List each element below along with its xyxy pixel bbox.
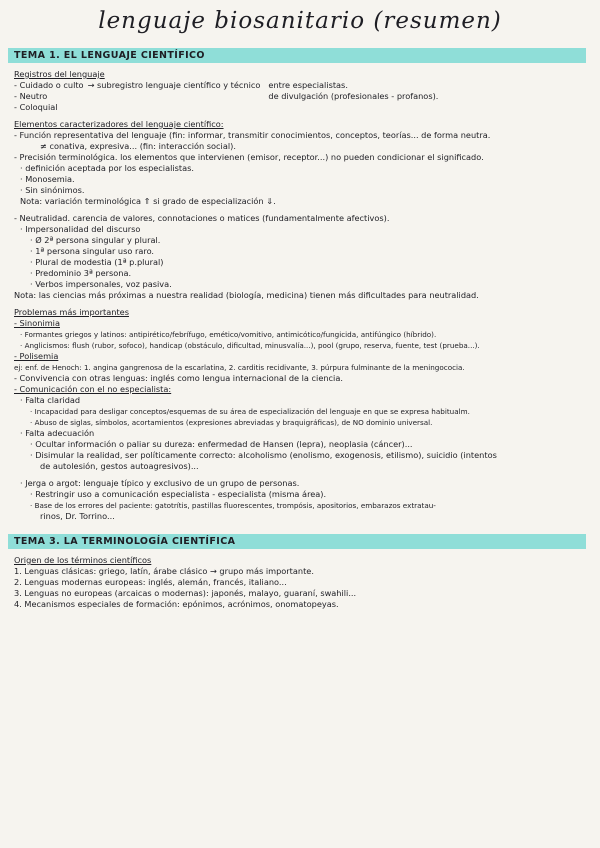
subregistro-branches xyxy=(264,80,438,102)
claridad-item: · Incapacidad para desligar conceptos/esquemas de su área de especialización del lenguaje en que se expresa habitualm. xyxy=(30,407,470,416)
polisemia-title: - Polisemia xyxy=(14,351,59,361)
neutral-item: · Verbos impersonales, voz pasiva. xyxy=(30,279,172,289)
neutral-item: · Plural de modestia (1ª p.plural) xyxy=(30,257,164,267)
problemas-title: Problemas más importantes xyxy=(14,307,129,317)
registros-list xyxy=(14,80,84,113)
registro-item: - Neutro xyxy=(14,91,48,101)
jerga-item: · Restringir uso a comunicación especialista - especialista (misma área). xyxy=(30,489,327,499)
comunicacion-title: - Comunicación con el no especialista: xyxy=(14,384,172,394)
registro-item: - Cuidado o culto xyxy=(14,80,84,90)
origen-item: 3. Lenguas no europeas (arcaicas o modernas): japonés, malayo, guaraní, swahili... xyxy=(14,588,357,598)
neutralidad-text: - Neutralidad. carencia de valores, connotaciones o matices (fundamentalmente afectivos). xyxy=(14,213,390,223)
registro-item: - Coloquial xyxy=(14,102,58,112)
tema1-section xyxy=(14,69,586,522)
falta-claridad: · Falta claridad xyxy=(20,395,81,405)
elementos-title: Elementos caracterizadores del lenguaje científico: xyxy=(14,119,224,129)
claridad-item: · Abuso de siglas, símbolos, acortamientos (expresiones abreviadas y braquigráficas), de NO dominio universal. xyxy=(30,418,433,427)
tema3-section xyxy=(14,555,586,610)
polisemia-item: ej: enf. de Henoch: 1. angina gangrenosa de la escarlatina, 2. carditis recidivante, 3. púrpura fulminante de la meningococia. xyxy=(14,363,465,372)
sinonimia-item: · Anglicismos: flush (rubor, sofoco), handicap (obstáculo, dificultad, minusvalía...), pool (grupo, reserva, fuente, test (prueba...). xyxy=(20,341,480,350)
funcion-text-2: ≠ conativa, expresiva... (fin: interacción social). xyxy=(40,141,236,151)
adecuacion-item: · Disimular la realidad, ser políticamente correcto: alcoholismo (enolismo, exogenosis, etilismo), suicidio (intentos xyxy=(30,450,497,460)
registros-title: Registros del lenguaje xyxy=(14,69,105,79)
neutral-item: · Ø 2ª persona singular y plural. xyxy=(30,235,161,245)
adecuacion-item: de autolesión, gestos autoagresivos)... xyxy=(40,461,199,471)
precision-item: · Sin sinónimos. xyxy=(20,185,85,195)
origen-item: 1. Lenguas clásicas: griego, latín, árabe clásico → grupo más importante. xyxy=(14,566,314,576)
tema3-heading: TEMA 3. LA TERMINOLOGÍA CIENTÍFICA xyxy=(8,534,586,549)
neutral-item: · 1ª persona singular uso raro. xyxy=(30,246,155,256)
falta-adecuacion: · Falta adecuación xyxy=(20,428,95,438)
adecuacion-item: · Ocultar información o paliar su dureza: enfermedad de Hansen (lepra), neoplasia (cáncer)... xyxy=(30,439,413,449)
origen-item: 4. Mecanismos especiales de formación: epónimos, acrónimos, onomatopeyas. xyxy=(14,599,339,609)
neutral-item: · Impersonalidad del discurso xyxy=(20,224,141,234)
nota-variacion: Nota: variación terminológica ⇑ si grado de especialización ⇓. xyxy=(20,196,276,206)
divulgacion-text: de divulgación (profesionales - profanos). xyxy=(268,91,439,101)
funcion-text: - Función representativa del lenguaje (fin: informar, transmitir conocimientos, conceptos, teorías... de forma neutra. xyxy=(14,130,491,140)
entre-text: entre especialistas. xyxy=(268,80,348,90)
sinonimia-item: · Formantes griegos y latinos: antipirético/febrífugo, emético/vomitivo, antimicótico/fungicida, antifúngico (híbrido). xyxy=(20,330,437,339)
sinonimia-title: - Sinonimia xyxy=(14,318,60,328)
jerga-item: · Base de los errores del paciente: gatotrítis, pastillas fluorescentes, trompósis, apositorios, embarazos extratau- xyxy=(30,501,436,510)
jerga-item: rinos, Dr. Torrino... xyxy=(40,511,115,521)
neutral-item: · Predominio 3ª persona. xyxy=(30,268,132,278)
page-title: lenguaje biosanitario (resumen) xyxy=(98,8,502,34)
jerga-text: · Jerga o argot: lenguaje típico y exclusivo de un grupo de personas. xyxy=(20,478,300,488)
origen-title: Origen de los términos científicos xyxy=(14,555,152,565)
origen-item: 2. Lenguas modernas europeas: inglés, alemán, francés, italiano... xyxy=(14,577,287,587)
tema1-heading: TEMA 1. EL LENGUAJE CIENTÍFICO xyxy=(8,48,586,63)
convivencia-text: - Convivencia con otras lenguas: inglés como lengua internacional de la ciencia. xyxy=(14,373,343,383)
nota-ciencias: Nota: las ciencias más próximas a nuestra realidad (biología, medicina) tienen más dificultades para neutralidad. xyxy=(14,290,479,300)
precision-item: · Monosemia. xyxy=(20,174,75,184)
precision-text: - Precisión terminológica. los elementos que intervienen (emisor, receptor...) no pueden condicionar el significado. xyxy=(14,152,484,162)
precision-item: · definición aceptada por los especialistas. xyxy=(20,163,195,173)
registros-block xyxy=(14,80,586,113)
subregistro-text: → subregistro lenguaje científico y técnico xyxy=(87,80,261,90)
